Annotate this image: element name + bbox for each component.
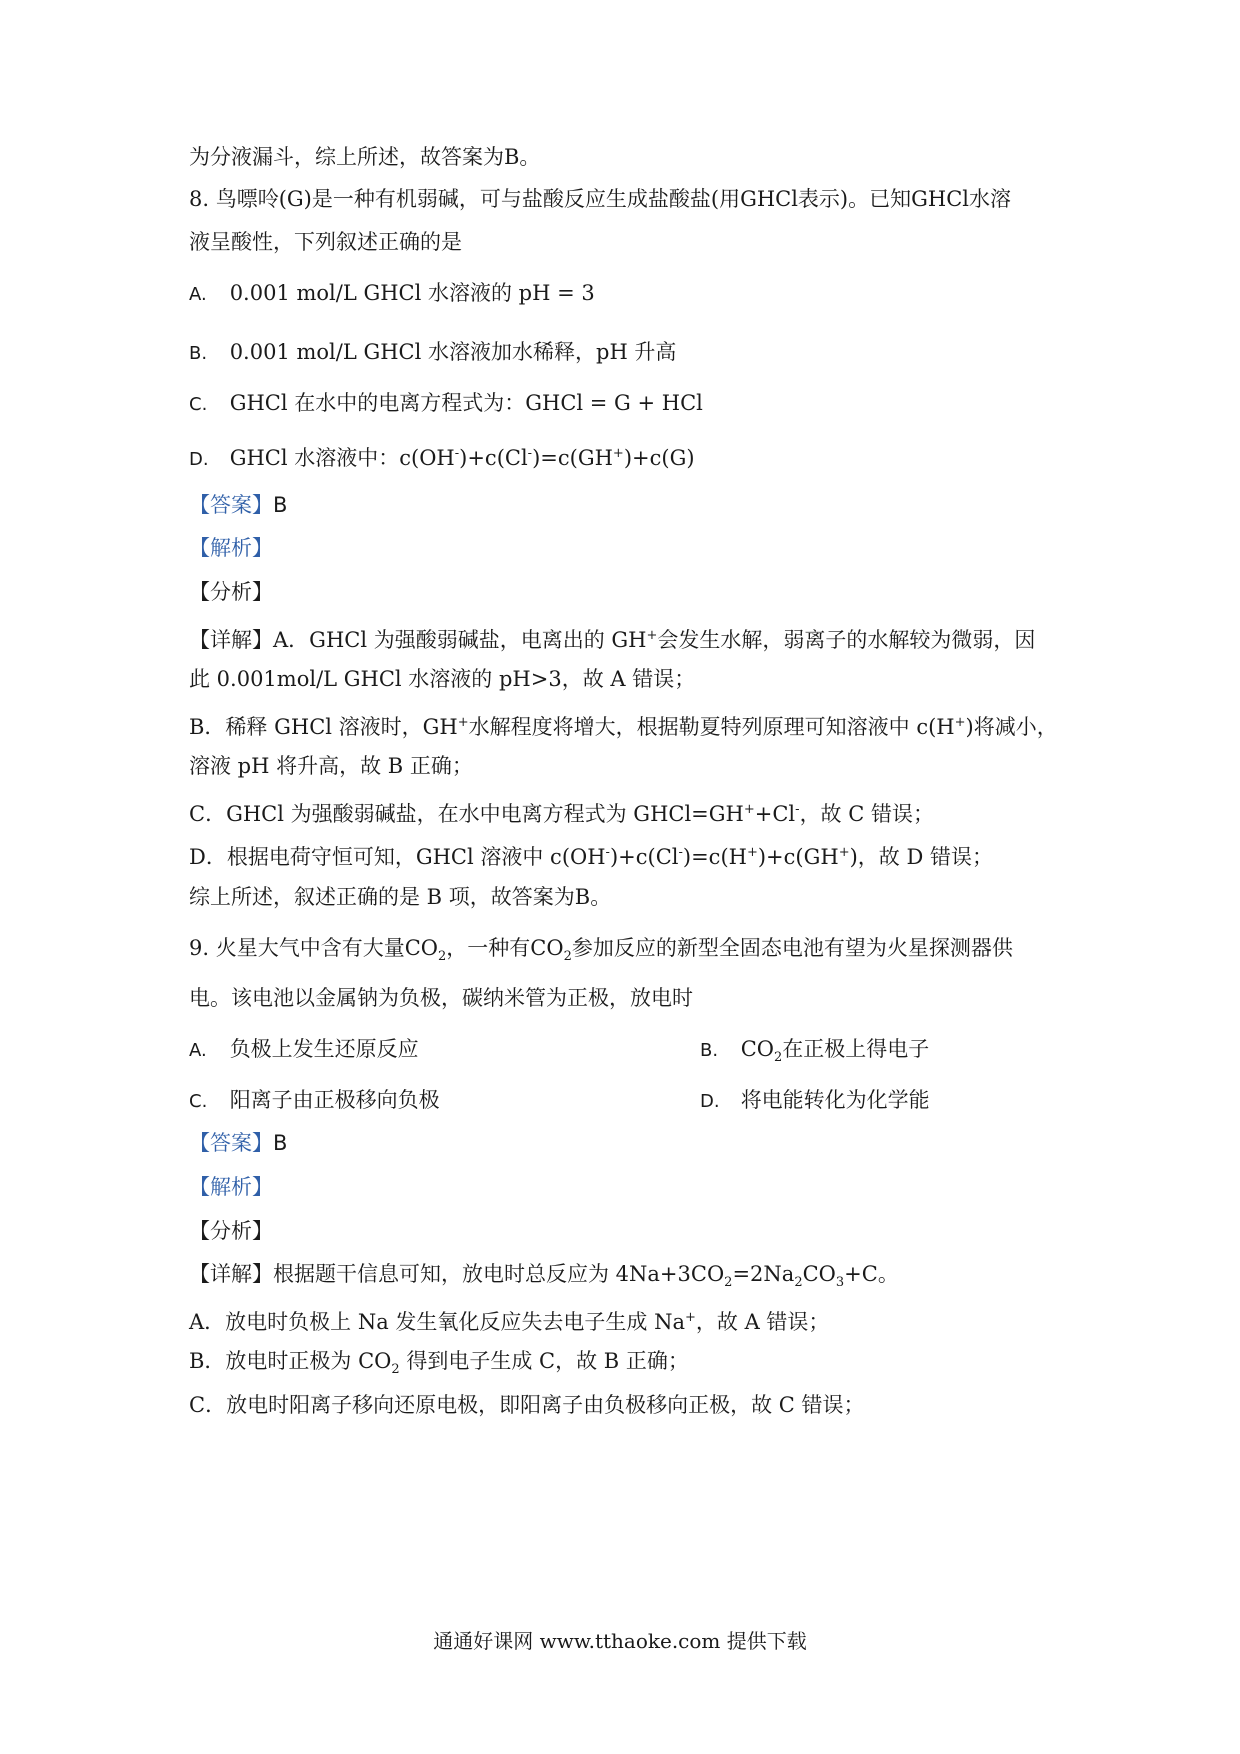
sup: + (684, 1310, 696, 1325)
q8-analysis-tag: 【解析】 (189, 536, 273, 560)
q9-fenxi-tag: 【分析】 (189, 1219, 273, 1243)
text: D．根据电荷守恒可知，GHCl 溶液中 c(OH (189, 845, 606, 869)
q8-option-b-label: B. (189, 343, 208, 364)
text: )+c(Cl (609, 845, 679, 869)
q8-option-c-label: C. (189, 394, 208, 415)
text: C．GHCl 为强酸弱碱盐，在水中电离方程式为 GHCl=GH (189, 802, 744, 826)
q9-option-c (189, 1085, 440, 1117)
text: )=c(GH (532, 446, 613, 470)
q9-detail-intro (189, 1259, 899, 1298)
sup: - (795, 802, 800, 817)
q9-option-c-label: C. (189, 1091, 208, 1112)
detail-tag: 【详解】 (189, 628, 273, 652)
q9-option-a-text: 负极上发生还原反应 (229, 1037, 419, 1061)
q8-summary: 综上所述，叙述正确的是 B 项，故答案为B。 (189, 885, 612, 909)
answer-tag: 【答案】 (189, 493, 273, 517)
q8-option-a-label: A. (189, 284, 207, 305)
q9-stem-line2: 电。该电池以金属钠为负极，碳纳米管为正极，放电时 (189, 986, 693, 1010)
q9-detail-b (189, 1346, 689, 1385)
sup: - (605, 845, 610, 860)
q9-option-b-label: B. (700, 1040, 719, 1061)
sup: + (612, 446, 624, 461)
q8-option-a (189, 278, 595, 310)
q9-detail-c: C．放电时阳离子移向还原电极，即阳离子由负极移向正极，故 C 错误； (189, 1393, 865, 1417)
q8-option-d-label: D. (189, 449, 209, 470)
sub: 2 (794, 1275, 803, 1291)
q8-option-d-text: GHCl 水溶液中：c(OH (229, 446, 455, 470)
q9-stem-line1 (189, 933, 1013, 972)
text: CO (802, 1262, 836, 1286)
text: )将减小， (965, 715, 1058, 739)
sub: 3 (835, 1275, 845, 1291)
q8-option-d (189, 439, 695, 475)
sup: + (743, 802, 755, 817)
q9-detail-a (189, 1303, 829, 1337)
text: )+c(Cl (459, 446, 528, 470)
q8-option-c (189, 388, 703, 420)
text: 在正极上得电子 (782, 1037, 930, 1061)
answer-value: B (273, 1131, 288, 1155)
text: )+c(G) (623, 446, 695, 470)
intro-line: 为分液漏斗，综上所述，故答案为B。 (189, 145, 541, 169)
text: +Cl (754, 802, 796, 826)
q8-option-a-text: 0.001 mol/L GHCl 水溶液的 pH = 3 (229, 281, 595, 305)
q8-answer (189, 490, 287, 520)
text: +C。 (844, 1262, 899, 1286)
q9-option-a-label: A. (189, 1040, 207, 1061)
text: A．GHCl 为强酸弱碱盐，电离出的 GH (273, 628, 647, 652)
answer-tag: 【答案】 (189, 1131, 273, 1155)
sup: + (457, 715, 469, 730)
text: 会发生水解，弱离子的水解较为微弱，因 (657, 628, 1036, 652)
q8-option-c-text: GHCl 在水中的电离方程式为：GHCl = G + HCl (229, 391, 703, 415)
q9-option-d-label: D. (700, 1091, 720, 1112)
sup: - (454, 446, 460, 461)
text: A．放电时负极上 Na 发生氧化反应失去电子生成 Na (189, 1310, 685, 1334)
q8-detail-a-line2: 此 0.001mol/L GHCl 水溶液的 pH>3，故 A 错误； (189, 667, 696, 691)
sup: - (527, 446, 533, 461)
text: )，故 D 错误； (849, 845, 993, 869)
q9-option-d (700, 1085, 930, 1117)
q8-option-b-text: 0.001 mol/L GHCl 水溶液加水稀释，pH 升高 (229, 340, 677, 364)
text: ，一种有CO (446, 936, 564, 960)
text: )+c(GH (757, 845, 839, 869)
answer-value: B (273, 493, 288, 517)
q9-option-a (189, 1034, 419, 1066)
text: 9. 火星大气中含有大量CO (189, 936, 438, 960)
sup: - (678, 845, 683, 860)
text: 得到电子生成 C，故 B 正确； (399, 1349, 689, 1373)
q8-stem-line1: 8. 鸟嘌呤(G)是一种有机弱碱，可与盐酸反应生成盐酸盐(用GHCl表示)。已知GHCl水溶 (189, 187, 1012, 211)
sub: 2 (391, 1362, 400, 1378)
q8-detail-b-line2: 溶液 pH 将升高，故 B 正确； (189, 754, 473, 778)
text: )=c(H (682, 845, 747, 869)
sub: 2 (724, 1275, 733, 1291)
q9-option-b (700, 1034, 929, 1073)
q8-detail-c (189, 795, 934, 829)
q8-detail-b-line1 (189, 708, 1058, 742)
q9-answer (189, 1128, 287, 1158)
text: 水解程度将增大，根据勒夏特列原理可知溶液中 c(H (468, 715, 955, 739)
text: ，故 A 错误； (695, 1310, 830, 1334)
q8-stem-line2: 液呈酸性，下列叙述正确的是 (189, 230, 462, 254)
page-footer: 通通好课网 www.tthaoke.com 提供下载 (433, 1629, 807, 1653)
sup: + (954, 715, 966, 730)
sub: 2 (563, 949, 572, 965)
text: =2Na (732, 1262, 795, 1286)
text: B．放电时正极为 CO (189, 1349, 392, 1373)
q9-option-d-text: 将电能转化为化学能 (740, 1088, 930, 1112)
sup: + (746, 845, 758, 860)
text: B．稀释 GHCl 溶液时，GH (189, 715, 458, 739)
q8-detail-d (189, 838, 993, 872)
q8-detail-a-line1 (189, 621, 1035, 655)
detail-tag: 【详解】 (189, 1262, 273, 1286)
q9-analysis-tag: 【解析】 (189, 1175, 273, 1199)
text: ，故 C 错误； (799, 802, 934, 826)
q8-option-b (189, 337, 676, 369)
q8-fenxi-tag: 【分析】 (189, 580, 273, 604)
sup: + (646, 628, 658, 643)
sup: + (838, 845, 850, 860)
sub: 2 (438, 949, 447, 965)
text: CO (740, 1037, 774, 1061)
text: 参加反应的新型全固态电池有望为火星探测器供 (571, 936, 1013, 960)
sub: 2 (773, 1050, 783, 1066)
text: 根据题干信息可知，放电时总反应为 4Na+3CO (273, 1262, 725, 1286)
q9-option-c-text: 阳离子由正极移向负极 (229, 1088, 440, 1112)
